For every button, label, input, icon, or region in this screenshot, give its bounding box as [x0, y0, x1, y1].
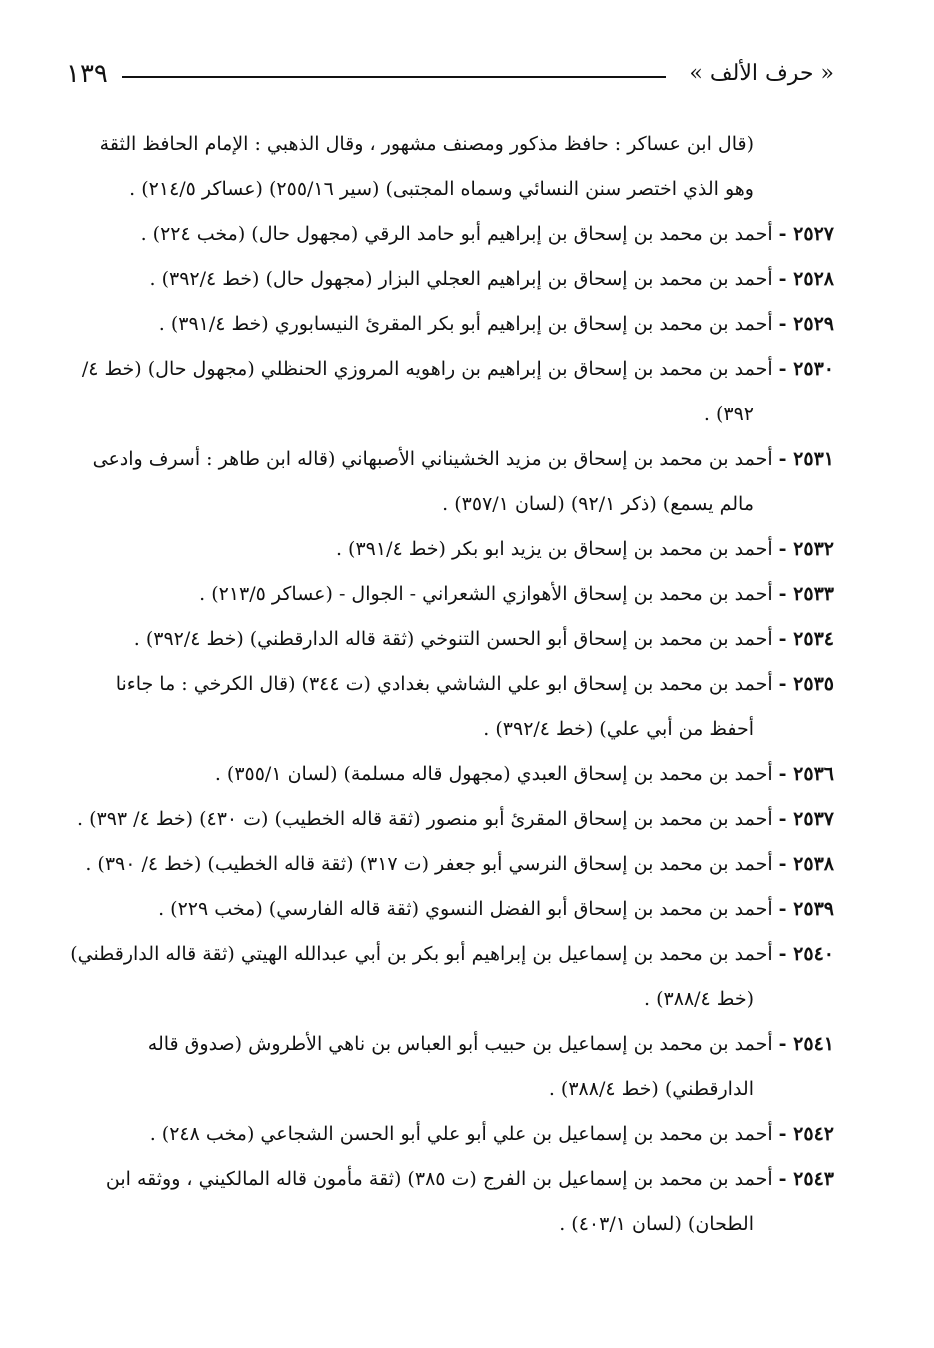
- entry-number: ٢٥٣٤ -: [778, 628, 834, 650]
- entry: [66, 527, 834, 572]
- entry-number: ٢٥٤٠ -: [778, 943, 834, 965]
- entry-number: ٢٥٣٦ -: [778, 763, 834, 785]
- entry-number: ٢٥٢٩ -: [778, 313, 834, 335]
- entry: [66, 1022, 834, 1112]
- entry: [66, 1157, 834, 1247]
- entry-text: أحمد بن محمد بن إسحاق المقرئ أبو منصور (ثقة قاله الخطيب) (ت ٤٣٠) (خط ٤/ ٣٩٣) .: [77, 808, 773, 830]
- entry-text: أحمد بن محمد بن إسحاق بن مزيد الخشيناني الأصبهاني (قاله ابن طاهر : أسرف وادعى مالم يسمع) (ذكر ٩٢/١) (لسان ٣٥٧/١) .: [92, 448, 773, 515]
- entry: [66, 932, 834, 1022]
- entry: [66, 347, 834, 437]
- entry: [66, 662, 834, 752]
- entry-number: ٢٥٢٨ -: [778, 268, 834, 290]
- entry: [66, 842, 834, 887]
- entry-number: ٢٥٤١ -: [778, 1033, 834, 1055]
- entry: [66, 257, 834, 302]
- entry-text: أحمد بن محمد بن إسحاق ابو علي الشاشي بغدادي (ت ٣٤٤) (قال الكرخي : ما جاءنا أحفظ من أبي علي) (خط ٣٩٢/٤) .: [115, 673, 773, 740]
- entry: [66, 752, 834, 797]
- entry-text: أحمد بن محمد بن إسحاق بن إبراهيم أبو بكر المقرئ النيسابوري (خط ٣٩١/٤) .: [158, 313, 773, 335]
- entry-text: أحمد بن محمد بن إسحاق أبو الفضل النسوي (ثقة قاله الفارسي) (مخب ٢٢٩) .: [158, 898, 773, 920]
- entry-number: ٢٥٣٢ -: [778, 538, 834, 560]
- entry-text: أحمد بن محمد بن إسحاق الأهوازي الشعراني - الجوال - (عساكر ٢١٣/٥) .: [199, 583, 773, 605]
- entry: [66, 797, 834, 842]
- entry-number: ٢٥٢٧ -: [778, 223, 834, 245]
- entry-text: أحمد بن محمد بن إسماعيل بن علي أبو علي أبو الحسن الشجاعي (مخب ٢٤٨) .: [149, 1123, 773, 1145]
- page-header: [66, 56, 834, 96]
- running-head: « حرف الألف »: [689, 61, 834, 86]
- entry-number: ٢٥٣٠ -: [778, 358, 834, 380]
- entry: [66, 437, 834, 527]
- entry-number: ٢٥٤٢ -: [778, 1123, 834, 1145]
- entry-text: أحمد بن محمد بن إسماعيل بن حبيب أبو العباس بن ناهي الأطروش (صدوق قاله الدارقطني) (خط ٣٨٨/٤) .: [147, 1033, 773, 1100]
- entry: [66, 887, 834, 932]
- entry-number: ٢٥٣٧ -: [778, 808, 834, 830]
- entry-text: (قال ابن عساكر : حافظ مذكور ومصنف مشهور ، وقال الذهبي : الإمام الحافظ الثقة وهو الذي اختصر سنن النسائي وسماه المجتبى) (سير ٢٥٥/١٦) (عساكر ٢١٤/٥) .: [99, 133, 754, 200]
- entry: [66, 617, 834, 662]
- entry: [66, 122, 834, 212]
- entry-number: ٢٥٣٥ -: [778, 673, 834, 695]
- entry-number: ٢٥٣٣ -: [778, 583, 834, 605]
- entry: [66, 302, 834, 347]
- entry-text: أحمد بن محمد بن إسحاق النرسي أبو جعفر (ت ٣١٧) (ثقة قاله الخطيب) (خط ٤/ ٣٩٠) .: [85, 853, 773, 875]
- entry-text: أحمد بن محمد بن إسحاق بن إبراهيم بن راهويه المروزي الحنظلي (مجهول حال) (خط ٤/ ٣٩٢) .: [81, 358, 773, 425]
- entry-text: أحمد بن محمد بن إسحاق بن يزيد ابو بكر (خط ٣٩١/٤) .: [335, 538, 773, 560]
- entry: [66, 572, 834, 617]
- entry-text: أحمد بن محمد بن إسحاق العبدي (مجهول قاله مسلمة) (لسان ٣٥٥/١) .: [214, 763, 773, 785]
- entries-list: [66, 122, 834, 1247]
- entry: [66, 212, 834, 257]
- entry-number: ٢٥٣١ -: [778, 448, 834, 470]
- entry-text: أحمد بن محمد بن إسحاق بن إبراهيم أبو حامد الرقي (مجهول حال) (مخب ٢٢٤) .: [140, 223, 773, 245]
- entry-number: ٢٥٣٩ -: [778, 898, 834, 920]
- entry-text: أحمد بن محمد بن إسحاق أبو الحسن التنوخي (ثقة قاله الدارقطني) (خط ٣٩٢/٤) .: [133, 628, 773, 650]
- entry-text: أحمد بن محمد بن إسماعيل بن إبراهيم أبو بكر بن أبي عبدالله الهيتي (ثقة قاله الدارقطني) (خط ٣٨٨/٤) .: [70, 943, 773, 1010]
- entry-text: أحمد بن محمد بن إسحاق بن إبراهيم العجلي البزار (مجهول حال) (خط ٣٩٢/٤) .: [149, 268, 773, 290]
- entry: [66, 1112, 834, 1157]
- header-rule: [122, 76, 666, 78]
- page-number: ١٣٩: [66, 59, 108, 89]
- entry-number: ٢٥٤٣ -: [778, 1168, 834, 1190]
- entry-text: أحمد بن محمد بن إسماعيل بن الفرج (ت ٣٨٥) (ثقة مأمون قاله المالكيني ، ووثقه ابن الطحان) (لسان ٤٠٣/١) .: [105, 1168, 773, 1235]
- entry-number: ٢٥٣٨ -: [778, 853, 834, 875]
